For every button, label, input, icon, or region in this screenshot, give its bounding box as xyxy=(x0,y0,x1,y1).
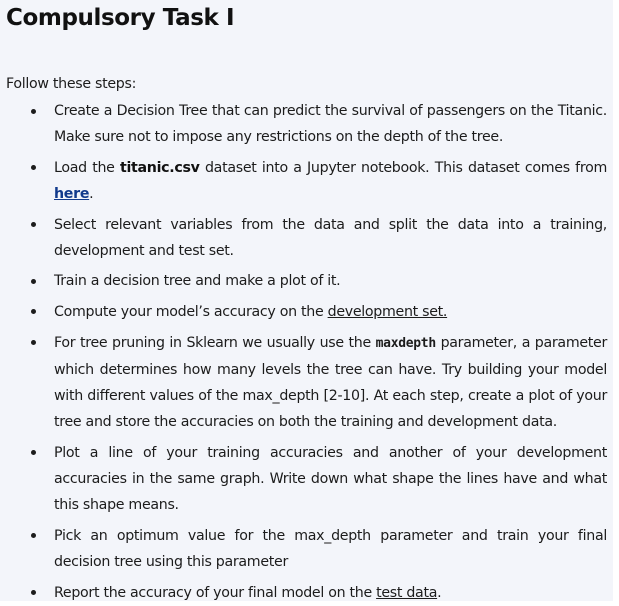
step-text: Plot a line of your training accuracies and another of your development accuracies in the same graph. Write down what shape the lines have and what this shape means. xyxy=(54,444,607,514)
step-train-plot xyxy=(6,268,613,294)
step-text: Train a decision tree and make a plot of it. xyxy=(54,273,341,290)
steps-list xyxy=(6,98,613,606)
step-tree-pruning xyxy=(6,330,613,436)
step-report-accuracy xyxy=(6,580,613,606)
step-text: For tree pruning in Sklearn we usually use the xyxy=(54,334,376,351)
intro-text: Follow these steps: xyxy=(6,76,137,92)
step-text: Create a Decision Tree that can predict the survival of passengers on the Titanic. Make sure not to impose any restrictions on the depth of the tree. xyxy=(54,103,607,146)
development-set-text: development set. xyxy=(327,303,448,320)
dataset-filename: titanic.csv xyxy=(120,159,200,176)
step-create-tree xyxy=(6,98,613,150)
task-title: Compulsory Task I xyxy=(6,5,235,31)
step-plot-accuracies xyxy=(6,440,613,519)
step-text: . xyxy=(89,186,94,202)
step-pick-optimum xyxy=(6,523,613,575)
step-text: Pick an optimum value for the max_depth parameter and train your final decision tree using this parameter xyxy=(54,527,607,570)
test-data-text: test data xyxy=(376,584,438,601)
step-text: Select relevant variables from the data and split the data into a training, development and test set. xyxy=(54,216,607,259)
step-text: Compute your model’s accuracy on the xyxy=(54,303,328,320)
step-load-dataset xyxy=(6,155,613,207)
step-compute-accuracy xyxy=(6,299,613,325)
step-text: Load the xyxy=(54,159,120,176)
step-text: Report the accuracy of your final model on the xyxy=(54,584,377,601)
step-text: . xyxy=(437,584,442,601)
step-split-data xyxy=(6,212,613,264)
step-text: parameter, a parameter which determines how many levels the tree can have. Try building your model with different values of the max_depth [2-10]. At each step, create a plot of your tree and store the accuracies on both the training and development data. xyxy=(54,334,607,431)
maxdepth-code: maxdepth xyxy=(375,335,436,351)
dataset-link[interactable]: here xyxy=(54,186,90,202)
step-text: dataset into a Jupyter notebook. This dataset comes from xyxy=(199,159,608,176)
